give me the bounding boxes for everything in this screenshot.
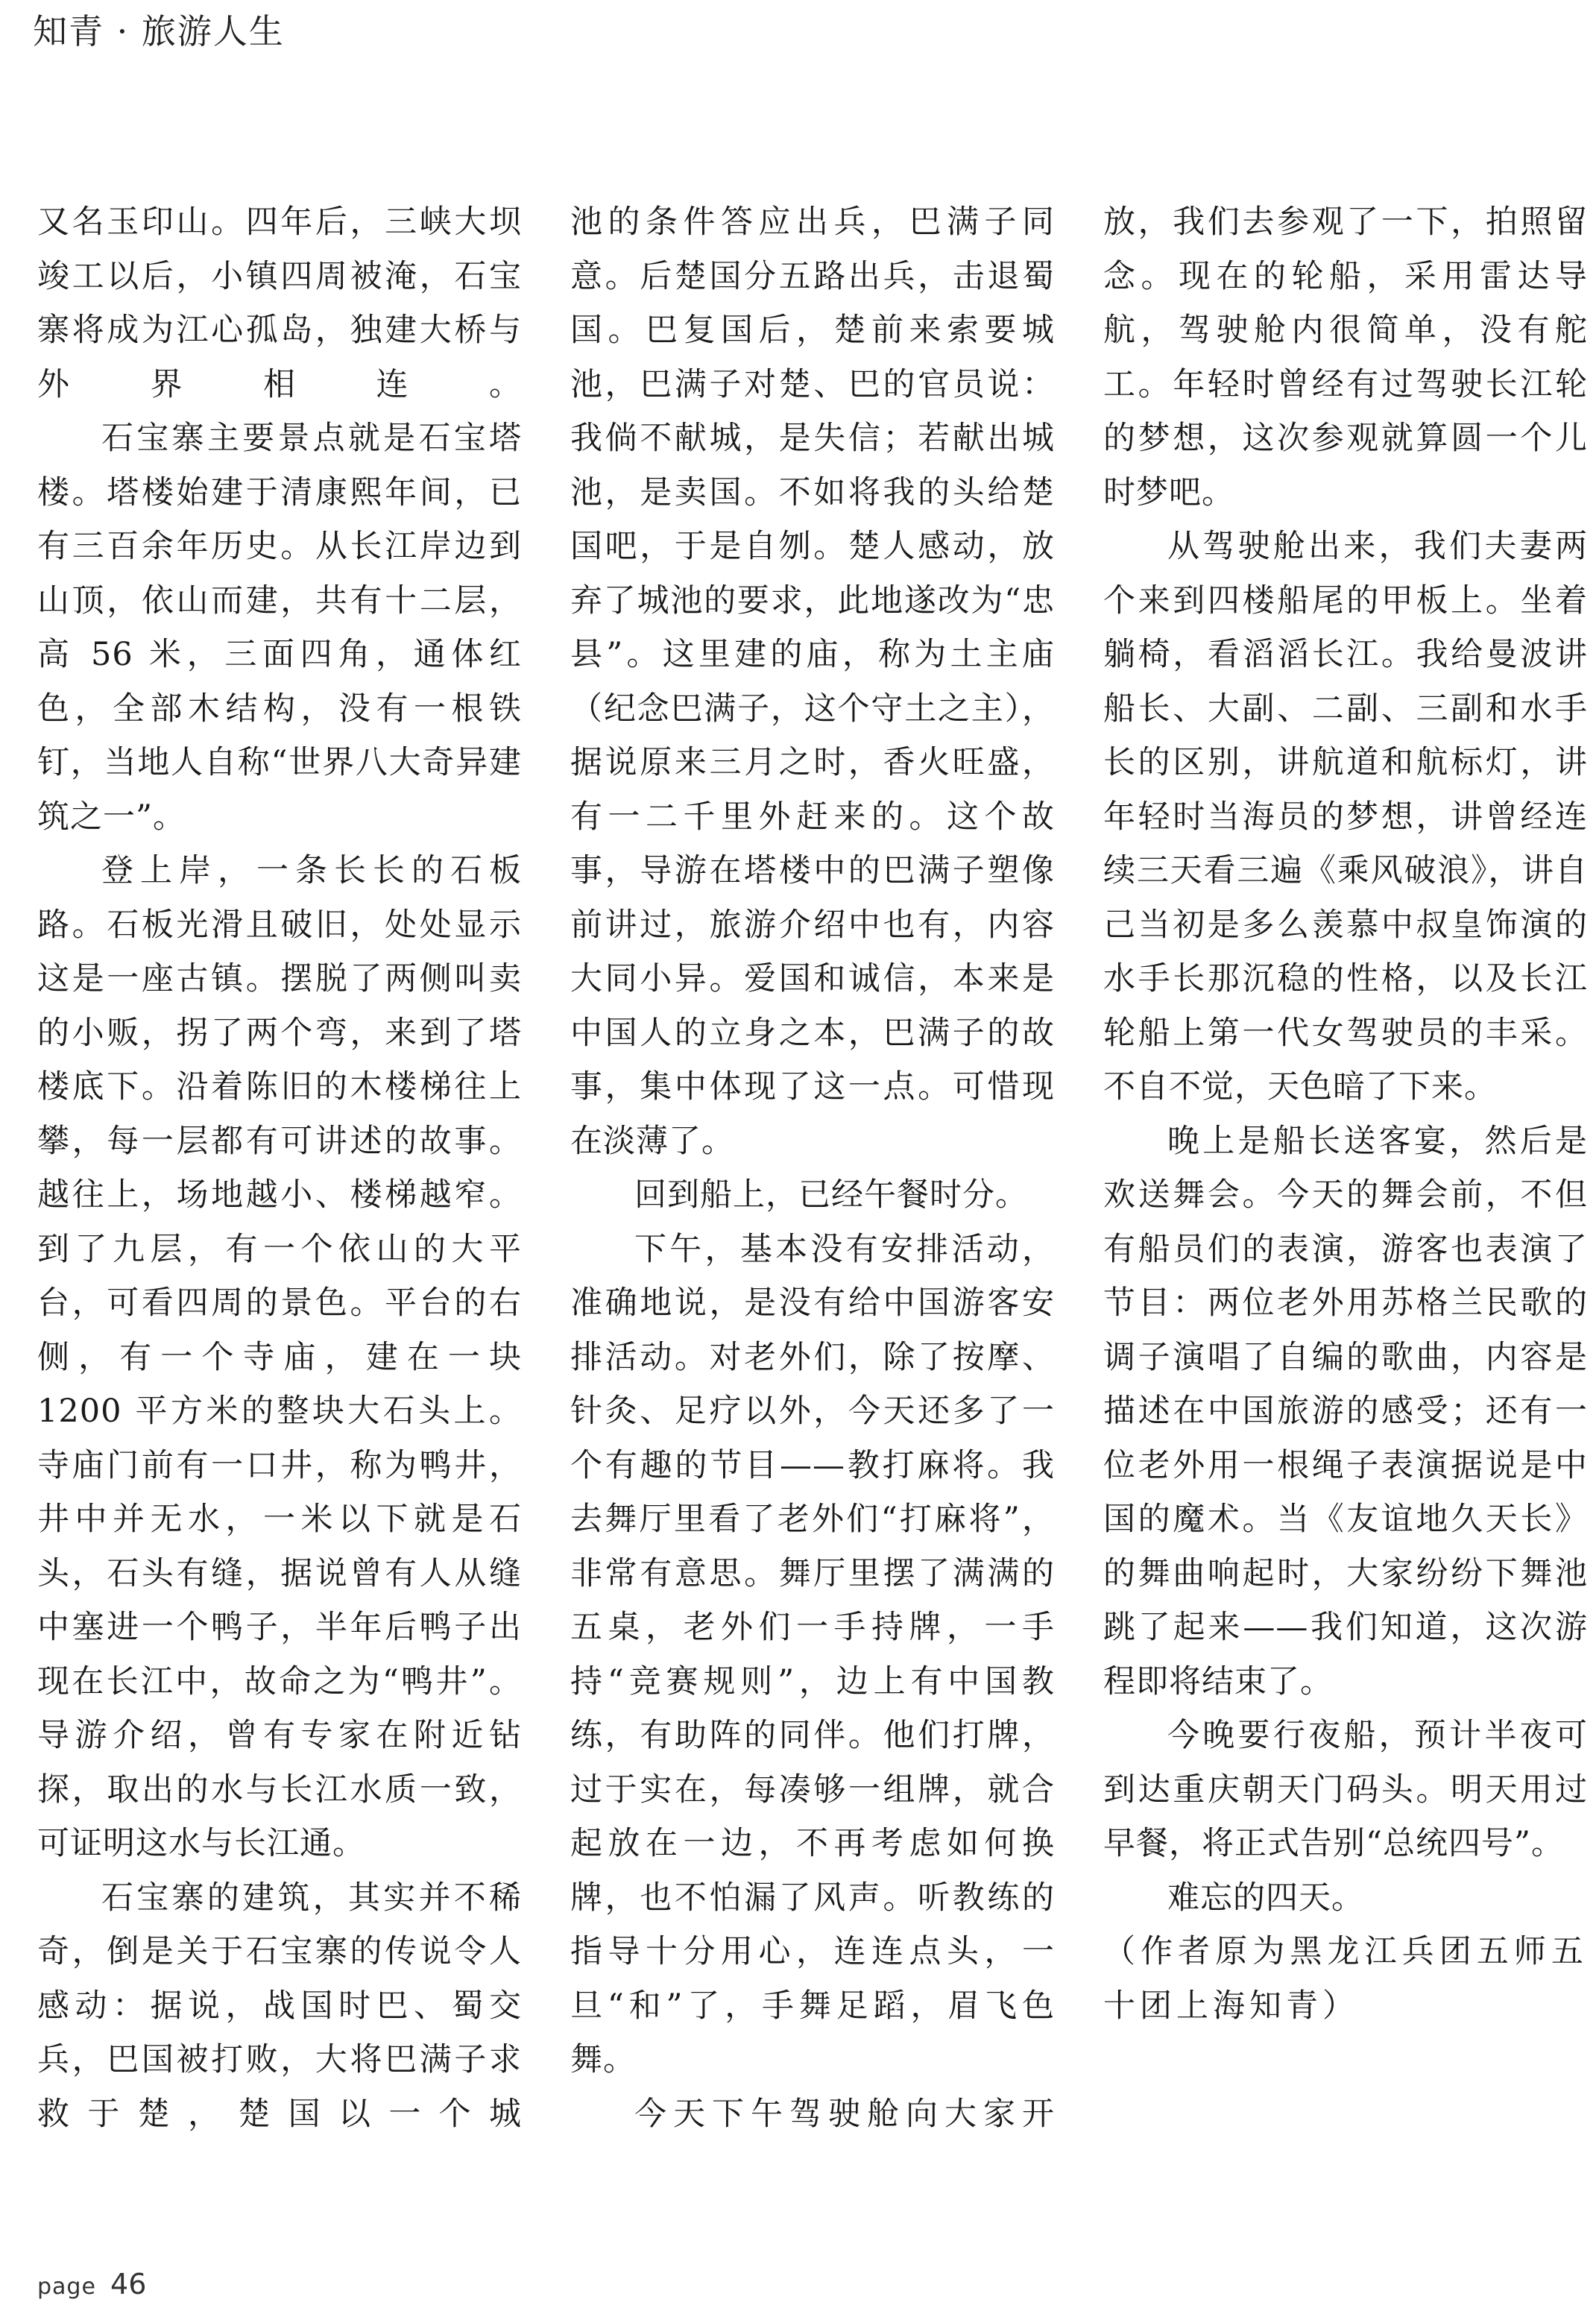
author-credit: （作者原为黑龙江兵团五师五十团上海知青） — [1103, 1933, 1588, 2025]
paragraph: 今天下午驾驶舱向大家开 — [634, 2095, 1055, 2133]
paragraph: 登上岸，一条长长的石板路。石板光滑且破旧，处处显示这是一座古镇。摆脱了两侧叫卖的小贩，拐了两个弯，来到了塔楼底下。沿着陈旧的木楼梯往上攀，每一层都有可讲述的故事。越往上，场地越小、楼梯越窄。到了九层，有一个依山的大平台，可看四周的景色。平台的右侧，有一个寺庙，建在一块 1200 平方米的整块大石头上。寺庙门前有一口井，称为鸭井，井中并无水，一米以下就是石头，石头有缝，据说曾有人从缝中塞进一个鸭子，半年后鸭子出现在长江中，故命之为“鸭井”。导游介绍，曾有专家在附近钻探，取出的水与长江水质一致，可证明这水与长江通。 — [37, 852, 522, 1862]
paragraph: 从驾驶舱出来，我们夫妻两个来到四楼船尾的甲板上。坐着躺椅，看滔滔长江。我给曼波讲船长、大副、二副、三副和水手长的区别，讲航道和航标灯，讲年轻时当海员的梦想，讲曾经连续三天看三遍《乘风破浪》，讲自己当初是多么羡慕中叔皇饰演的水手长那沉稳的性格，以及长江轮船上第一代女驾驶员的丰采。不自不觉，天色暗了下来。 — [1103, 528, 1588, 1106]
page-footer — [37, 2268, 146, 2301]
paragraph: 晚上是船长送客宴，然后是欢送舞会。今天的舞会前，不但有船员们的表演，游客也表演了节目：两位老外用苏格兰民歌的调子演唱了自编的歌曲，内容是描述在中国旅游的感受；还有一位老外用一根绳子表演据说是中国的魔术。当《友谊地久天长》的舞曲响起时，大家纷纷下舞池跳了起来——我们知道，这次游程即将结束了。 — [1103, 1122, 1588, 1700]
paragraph: 石宝寨主要景点就是石宝塔楼。塔楼始建于清康熙年间，已有三百余年历史。从长江岸边到山顶，依山而建，共有十二层，高 56 米，三面四角，通体红色，全部木结构，没有一根铁钉，当地人自称“世界八大奇异建筑之一”。 — [37, 420, 522, 836]
paragraph: 池的条件答应出兵，巴满子同意。后楚国分五路出兵，击退蜀国。巴复国后，楚前来索要城池，巴满子对楚、巴的官员说：我倘不献城，是失信；若献出城池，是卖国。不如将我的头给楚国吧，于是自刎。楚人感动，放弃了城池的要求，此地遂改为“忠县”。这里建的庙，称为土主庙（纪念巴满子，这个守土之主），据说原来三月之时，香火旺盛，有一二千里外赶来的。这个故事，导游在塔楼中的巴满子塑像前讲过，旅游介绍中也有，内容大同小异。爱国和诚信，本来是中国人的立身之本，巴满子的故事，集中体现了这一点。可惜现在淡薄了。 — [570, 204, 1055, 1160]
paragraph: 回到船上，已经午餐时分。 — [634, 1176, 1028, 1214]
paragraph: 难忘的四天。 — [1167, 1879, 1364, 1917]
magazine-section-header: 知青 · 旅游人生 — [33, 11, 285, 51]
paragraph: 放，我们去参观了一下，拍照留念。现在的轮船，采用雷达导航，驾驶舱内很简单，没有舵工。年轻时曾经有过驾驶长江轮的梦想，这次参观就算圆一个儿时梦吧。 — [1103, 204, 1588, 511]
page-number: 46 — [110, 2268, 147, 2301]
paragraph: 石宝寨的建筑，其实并不稀奇，倒是关于石宝寨的传说令人感动：据说，战国时巴、蜀交兵，巴国被打败，大将巴满子求救于楚，楚国以一个城 — [37, 1879, 522, 2133]
paragraph: 又名玉印山。四年后，三峡大坝竣工以后，小镇四周被淹，石宝寨将成为江心孤岛，独建大桥与外界相连。 — [37, 204, 522, 403]
text-column-1 — [37, 195, 522, 2141]
page-label: page — [37, 2274, 96, 2300]
paragraph: 下午，基本没有安排活动，准确地说，是没有给中国游客安排活动。对老外们，除了按摩、针灸、足疗以外，今天还多了一个有趣的节目——教打麻将。我去舞厅里看了老外们“打麻将”，非常有意思。舞厅里摆了满满的五桌，老外们一手持牌，一手持“竞赛规则”，边上有中国教练，有助阵的同伴。他们打牌，过于实在，每凑够一组牌，就合起放在一边，不再考虑如何换牌，也不怕漏了风声。听教练的指导十分用心，连连点头，一旦“和”了，手舞足蹈，眉飞色舞。 — [570, 1230, 1055, 2078]
text-column-2 — [570, 195, 1055, 2141]
text-column-3 — [1103, 195, 1588, 2033]
article-body — [37, 195, 1588, 2208]
paragraph: 今晚要行夜船，预计半夜可到达重庆朝天门码头。明天用过早餐，将正式告别“总统四号”。 — [1103, 1717, 1588, 1862]
